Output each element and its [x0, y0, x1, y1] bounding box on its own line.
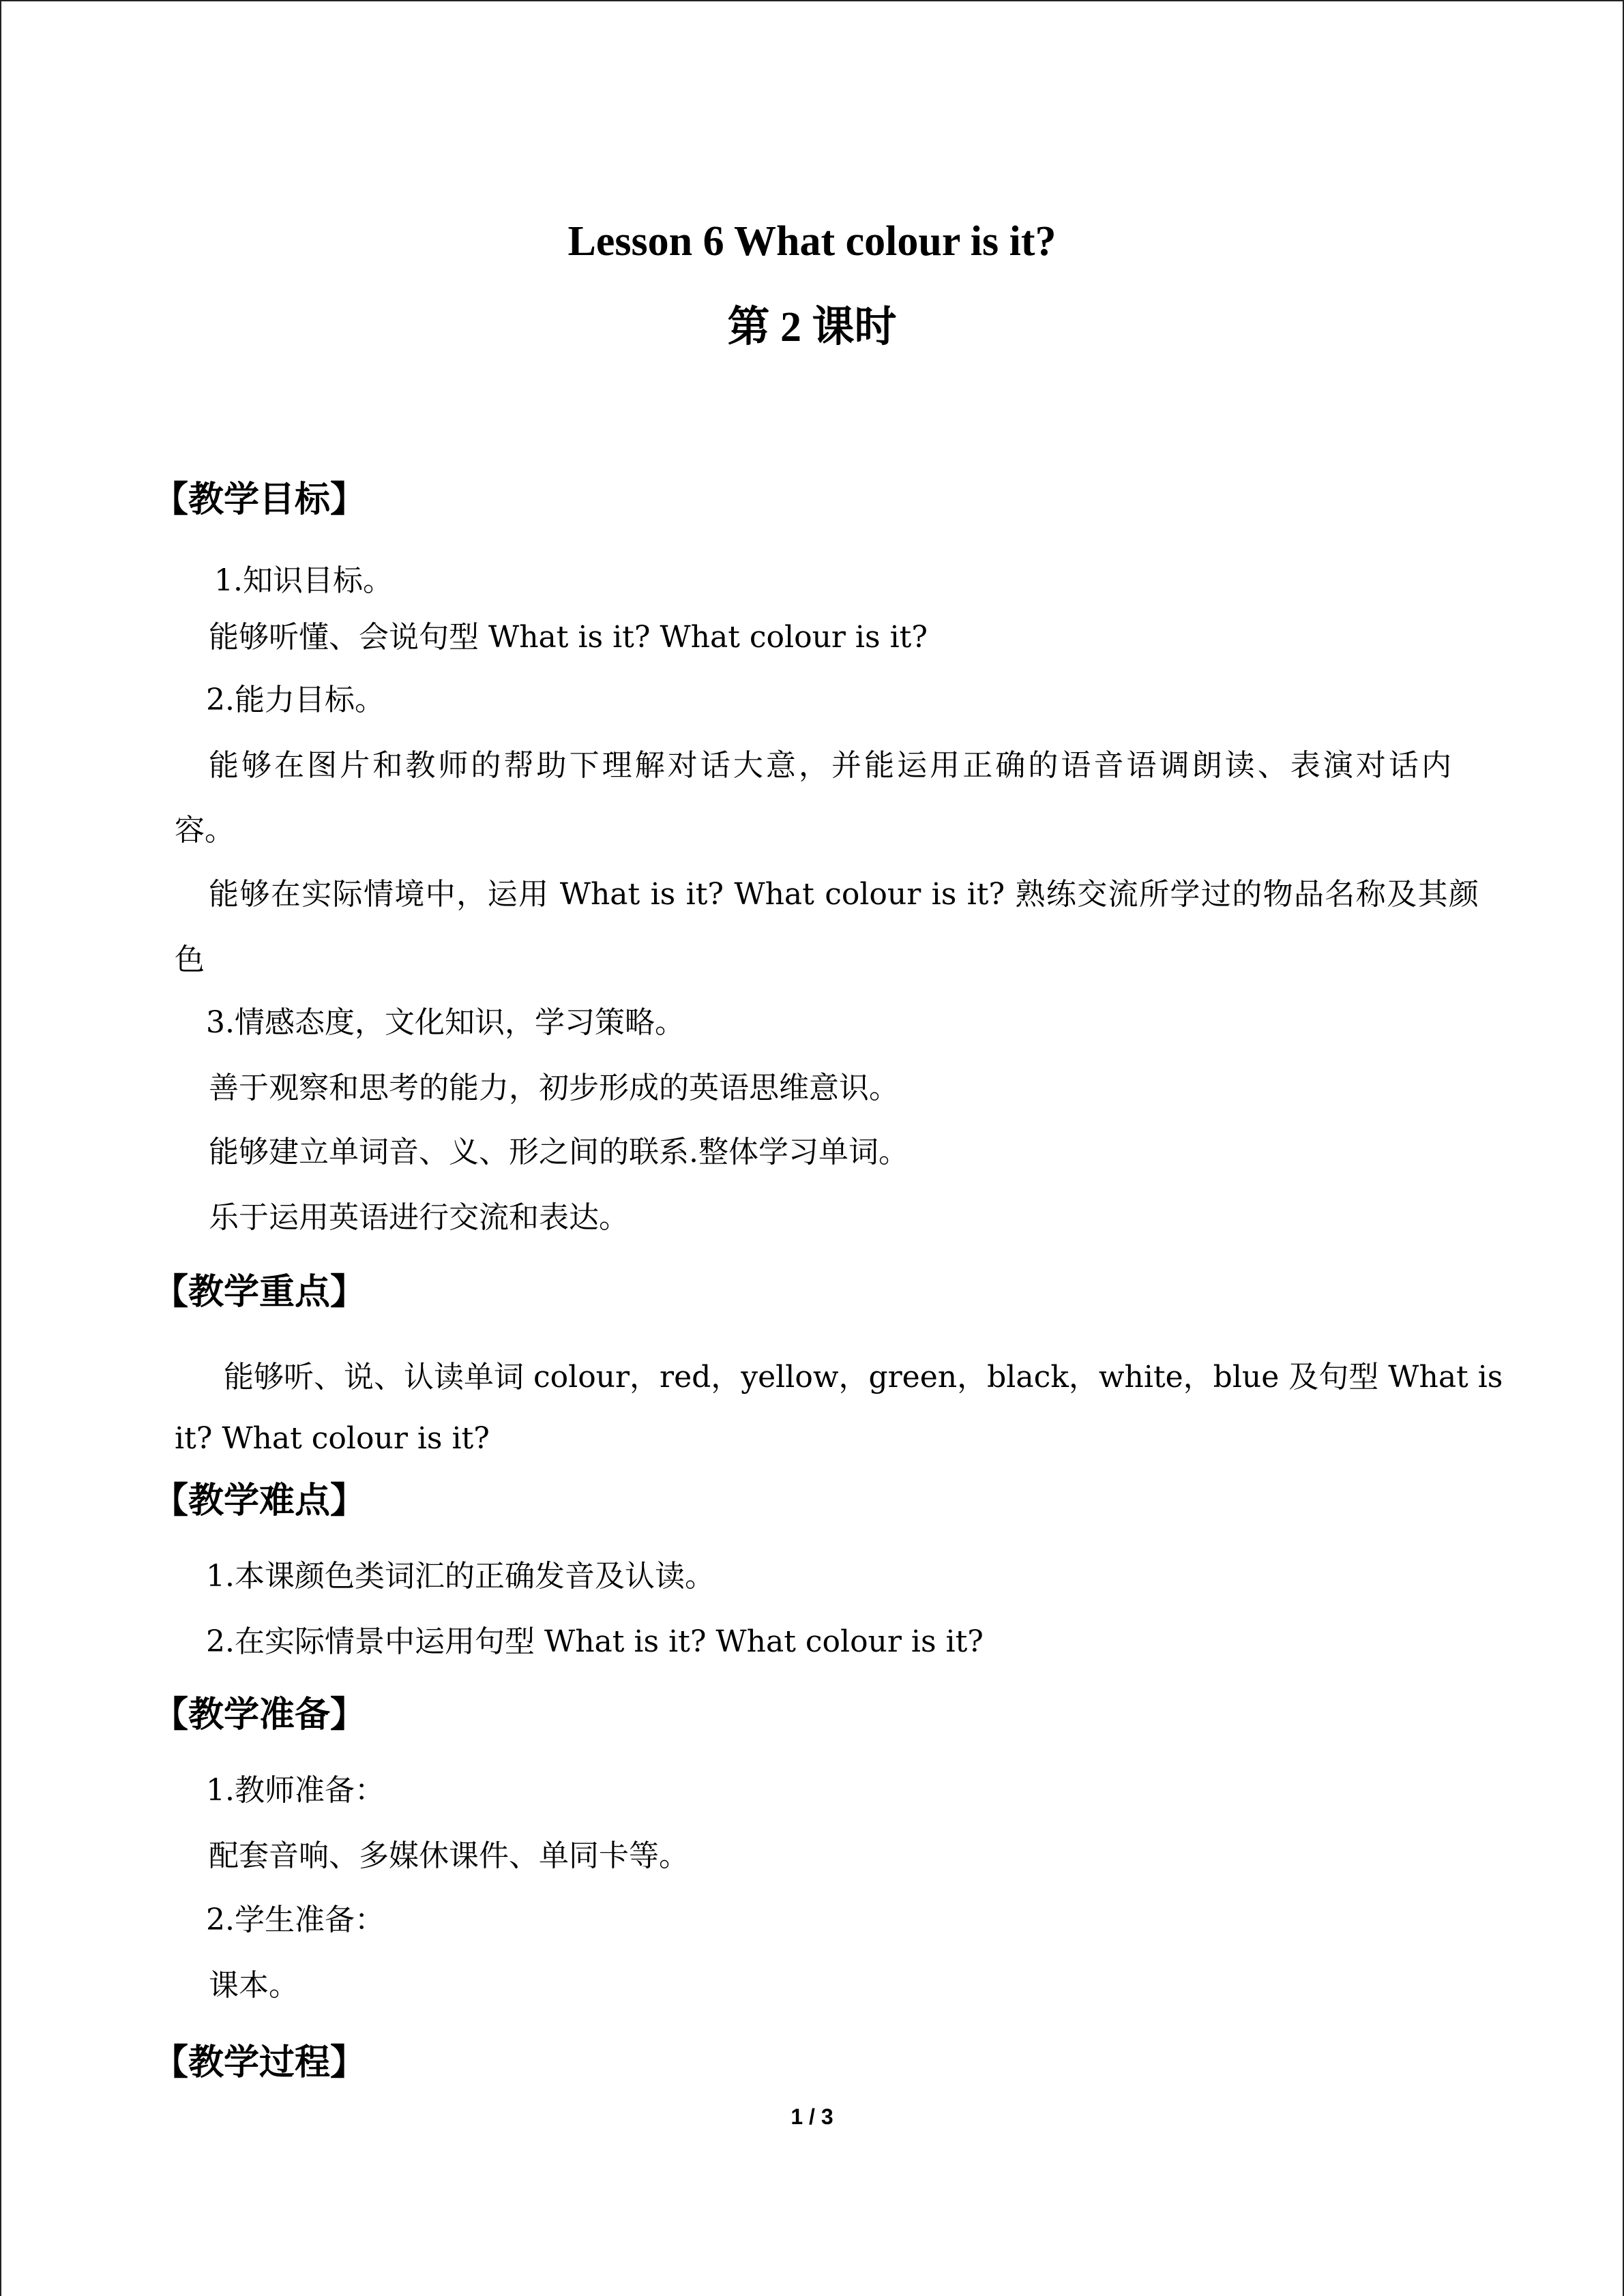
preparation-heading: 【教学准备】 — [153, 1695, 366, 1735]
ability-objective-text-2: 能够在实际情境中，运用 What is it? What colour is it? 熟练交流所学过的物品名称及其颜 — [209, 877, 1479, 912]
difficulty-item-2: 2.在实际情景中运用句型 What is it? What colour is it? — [206, 1624, 984, 1659]
teacher-preparation-label: 1.教师准备： — [206, 1773, 385, 1808]
attitude-item-3: 乐于运用英语进行交流和表达。 — [209, 1200, 629, 1235]
ability-objective-text-2-cont: 色 — [175, 942, 205, 977]
page-border-top — [0, 0, 1624, 1]
ability-objective-label: 2.能力目标。 — [206, 683, 385, 717]
page-number: 1 / 3 — [791, 2104, 833, 2129]
knowledge-objective-text: 能够听懂、会说句型 What is it? What colour is it? — [209, 620, 928, 655]
process-heading: 【教学过程】 — [153, 2042, 366, 2083]
student-preparation-text: 课本。 — [209, 1968, 299, 2003]
key-points-text-cont: it? What colour is it? — [175, 1421, 490, 1456]
attitude-objective-label: 3.情感态度，文化知识，学习策略。 — [206, 1005, 685, 1040]
attitude-item-2: 能够建立单词音、义、形之间的联系.整体学习单词。 — [209, 1135, 909, 1169]
lesson-period: 第 2 课时 — [727, 304, 897, 351]
difficulty-item-1: 1.本课颜色类词汇的正确发音及认读。 — [206, 1559, 715, 1594]
objectives-heading: 【教学目标】 — [153, 479, 366, 520]
difficulties-heading: 【教学难点】 — [153, 1480, 366, 1521]
ability-objective-text-1: 能够在图片和教师的帮助下理解对话大意，并能运用正确的语音语调朗读、表演对话内 — [209, 748, 1451, 783]
attitude-item-1: 善于观察和思考的能力，初步形成的英语思维意识。 — [209, 1071, 899, 1105]
key-points-heading: 【教学重点】 — [153, 1272, 366, 1313]
lesson-title: Lesson 6 What colour is it? — [567, 218, 1057, 265]
key-points-text: 能够听、说、认读单词 colour，red，yellow，green，black，white，blue 及句型 What is — [224, 1360, 1503, 1395]
student-preparation-label: 2.学生准备： — [206, 1903, 385, 1937]
knowledge-objective-label: 1.知识目标。 — [214, 563, 393, 598]
teacher-preparation-text: 配套音响、多媒休课件、单同卡等。 — [209, 1838, 689, 1873]
ability-objective-text-1-cont: 容。 — [175, 813, 235, 848]
